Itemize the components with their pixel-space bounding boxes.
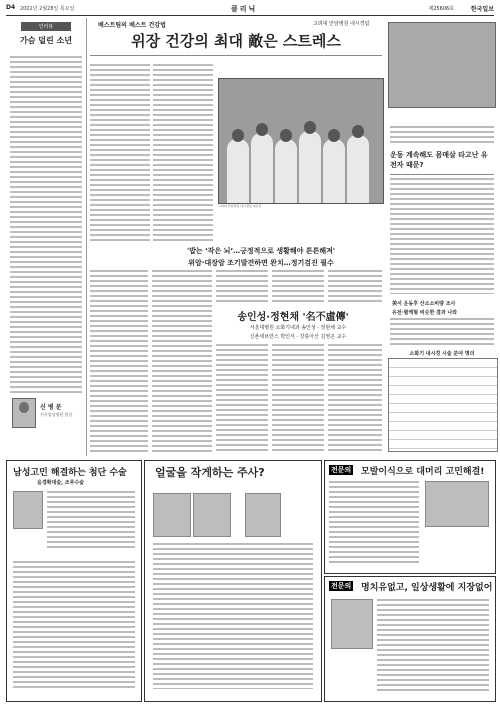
- feature-text-col-5: [216, 270, 268, 304]
- subfeature-text-col-2: [272, 344, 324, 454]
- table-title: 소화기 내시경 시술 분야 명의: [409, 351, 475, 357]
- feature-headline: 위장 건강의 최대 敵은 스트레스: [90, 30, 382, 56]
- subfeature-line-2: 신촌세브란스 박인서 · 강릉아산 김영곤 교수: [249, 334, 347, 340]
- right-photo-caption: [388, 110, 494, 122]
- ad3-title: 모발이식으로 대머리 고민해결!: [361, 467, 485, 477]
- feature-text-col-7: [328, 270, 382, 304]
- right-subtitle-2: 유전·혈액형 비슷한 결과 나와: [392, 310, 458, 316]
- feature-kicker: 베스트팀의 베스트 건강법: [98, 22, 166, 29]
- right-photo: [388, 22, 496, 108]
- page-header: [6, 4, 494, 14]
- pull-quote-2: 위암·대장암 조기발견하면 완치…정기검진 필수: [188, 259, 334, 267]
- left-column: [6, 18, 87, 456]
- ad2-title: 얼굴을 작게하는 주사?: [155, 466, 265, 479]
- photo-caption: 고려대 안암병원 내시경팀 의료진: [218, 204, 262, 208]
- right-text-3: [390, 318, 494, 346]
- right-question-title: 운동 계속해도 몸매살 타고난 유전자 때문?: [390, 151, 488, 169]
- right-text-1: [390, 126, 494, 146]
- subfeature-title: 송인성·정현채 '名不虛傳': [237, 312, 349, 323]
- feature-text-col-2: [153, 64, 213, 242]
- header-rule: [6, 15, 494, 16]
- feature-text-col-4: [152, 270, 212, 454]
- ad-hair-transplant: [324, 460, 496, 574]
- ad2-photo-3: [245, 493, 281, 537]
- column-body-text: [10, 56, 82, 396]
- pull-quote-1: '밥는 ‘작은 뇌’…긍정적으로 생활해야 튼튼해져': [186, 247, 336, 255]
- ad1-photo: [13, 491, 43, 529]
- right-subtitle-1: 美서 운동후 산소소비량 조사: [392, 301, 456, 307]
- ad4-title: 명치유없고, 일상생활에 지장없어: [361, 583, 493, 593]
- subfeature-text-col-3: [328, 344, 382, 454]
- feature-text-col-1: [90, 64, 150, 242]
- ad-clinic: [324, 576, 496, 702]
- issue-number: 제25606호: [428, 6, 454, 12]
- right-text-2: [390, 178, 494, 294]
- feature-text-col-3: [90, 270, 148, 454]
- ad2-photo-1: [153, 493, 191, 537]
- section-title: 클리닉: [231, 5, 258, 13]
- ad3-photo: [425, 481, 489, 527]
- feature-photo: [218, 78, 384, 204]
- ad1-subtitle: 음경확대술, 조루수술: [37, 480, 85, 486]
- author-affiliation: 신사임당병원 원장: [40, 412, 73, 417]
- page-number: D4: [6, 4, 16, 11]
- ad3-tag: 전문의: [331, 466, 352, 474]
- feature-text-col-6: [272, 270, 324, 304]
- subfeature-line-1: 서울대병원 소화기내과 송인성 · 정현채 교수: [249, 325, 347, 331]
- right-rule: [390, 174, 494, 175]
- author-name: 신 병 문: [40, 404, 62, 411]
- ad1-title: 남성고민 해결하는 첨단 수술: [13, 468, 127, 478]
- specialist-table: [388, 358, 498, 452]
- ad4-tag: 전문의: [331, 582, 352, 590]
- author-portrait: [12, 398, 36, 428]
- ad-male-surgery: [6, 460, 142, 702]
- ad2-photo-2: [193, 493, 231, 537]
- subfeature-text-col-1: [216, 344, 268, 454]
- ad-face-injection: [144, 460, 322, 702]
- column-title: 가슴 덜린 소년: [20, 36, 72, 45]
- column-tag: 인터뷰: [21, 22, 71, 31]
- feature-kicker-right: 고려대 안암병원 내시경팀: [313, 21, 370, 27]
- ad4-photo: [331, 599, 373, 649]
- issue-date: 2002년 2월28일 목요일: [20, 6, 75, 12]
- newspaper-brand: 한국일보: [470, 6, 494, 13]
